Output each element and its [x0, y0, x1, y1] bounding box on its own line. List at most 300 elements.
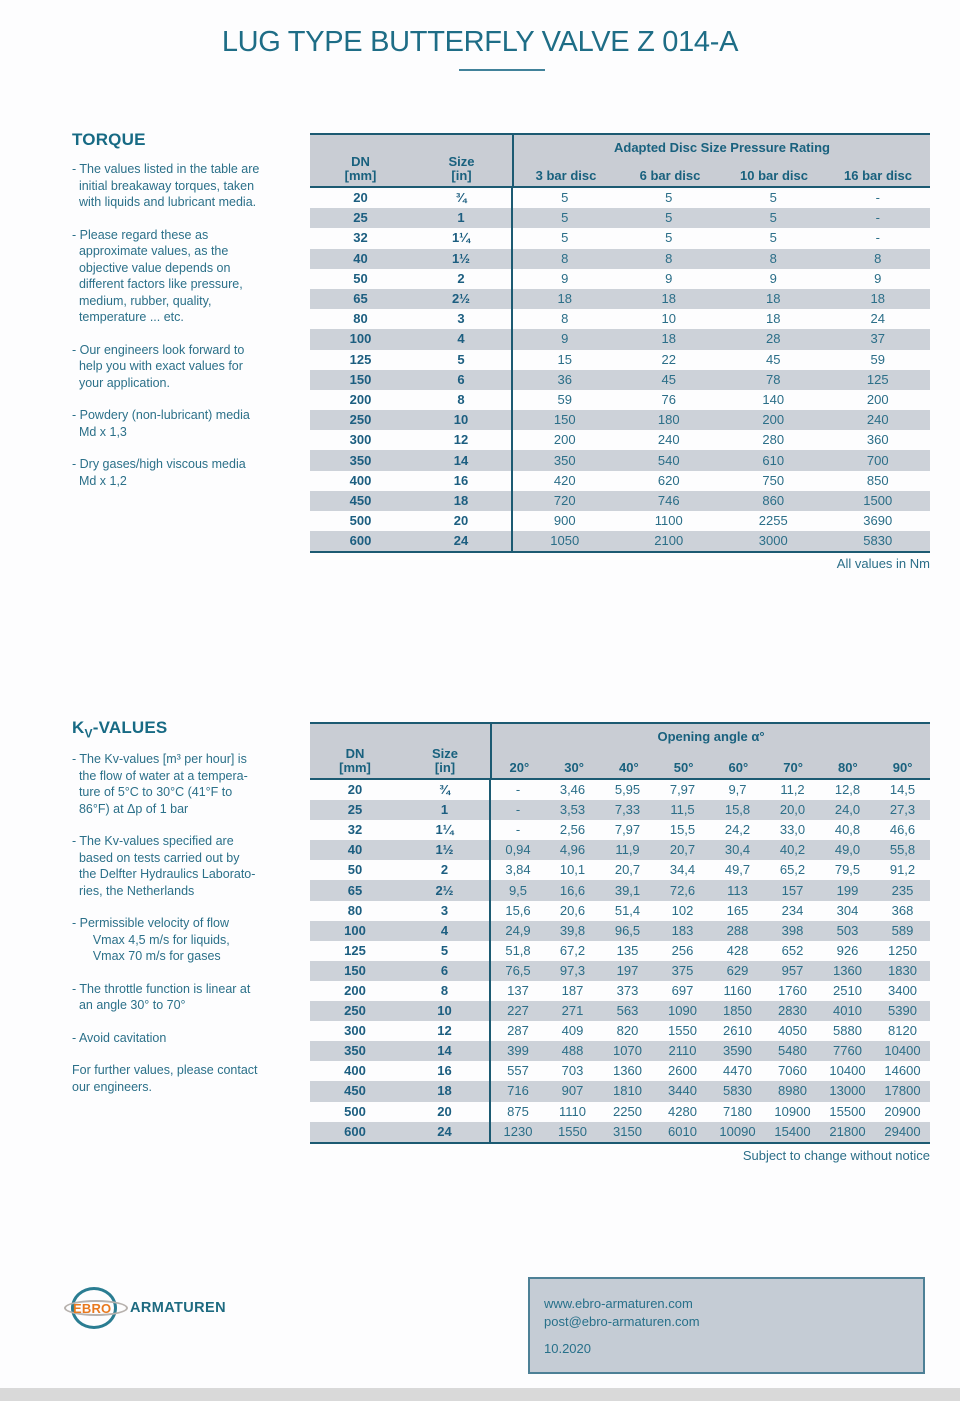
value-cell: 2610 — [723, 1023, 752, 1039]
row-header-cell: 450 — [349, 492, 372, 508]
value-cell: 3440 — [668, 1083, 697, 1099]
value-cell: 1090 — [668, 1003, 697, 1019]
value-cell: 15,8 — [724, 802, 751, 818]
column-header: 40° — [619, 760, 639, 775]
value-cell: 24,2 — [724, 822, 751, 838]
value-cell: 140 — [762, 391, 785, 407]
torque-sidebar — [72, 130, 324, 505]
note-line: - The Kv-values [m³ per hour] is — [72, 752, 247, 767]
page-title: LUG TYPE BUTTERFLY VALVE Z 014-A — [221, 26, 739, 58]
row-header-cell: 250 — [344, 1003, 366, 1019]
value-cell: 21800 — [829, 1123, 866, 1139]
value-cell: 9 — [769, 270, 777, 286]
column-header: 30° — [564, 760, 584, 775]
value-cell: 150 — [512, 410, 617, 430]
value-cell: 926 — [836, 942, 859, 958]
column-header: 80° — [838, 760, 858, 775]
note — [72, 342, 324, 392]
row-header-cell: ¾ — [439, 782, 450, 798]
note-line: - Avoid cavitation — [72, 1030, 167, 1045]
value-cell: 716 — [490, 1081, 545, 1101]
value-cell: 15400 — [774, 1123, 811, 1139]
value-cell: 39,8 — [559, 922, 586, 938]
row-header-cell: 3 — [457, 311, 465, 327]
table-row — [310, 350, 930, 370]
row-header-cell: 10 — [437, 1003, 452, 1019]
row-header-cell: 200 — [349, 391, 372, 407]
table-row — [310, 228, 930, 248]
note-line: an angle 30° to 70° — [72, 998, 186, 1013]
row-header-cell: 2 — [457, 270, 465, 286]
value-cell: 10400 — [829, 1063, 866, 1079]
header-line: [in] — [434, 760, 456, 775]
table-group-section — [512, 135, 930, 186]
value-cell: - — [490, 820, 545, 840]
issue-date: 10.2020 — [544, 1341, 591, 1356]
value-cell: 5 — [512, 208, 617, 228]
value-cell: 18 — [661, 331, 676, 347]
value-cell: 45 — [661, 371, 676, 387]
row-header-cell: 1 — [440, 802, 449, 818]
value-cell: 2100 — [654, 533, 684, 549]
value-cell: 1550 — [668, 1023, 697, 1039]
value-cell: 200 — [866, 391, 889, 407]
kv-notes — [72, 751, 324, 1095]
value-cell: - — [490, 800, 545, 820]
value-cell: 200 — [762, 412, 785, 428]
value-cell: 1050 — [512, 531, 617, 552]
table-row — [310, 820, 930, 840]
row-header-cell: 600 — [344, 1123, 366, 1139]
value-cell: 1110 — [559, 1103, 586, 1119]
value-cell: 5 — [665, 190, 673, 206]
value-cell: 180 — [657, 412, 680, 428]
value-cell: 59 — [512, 390, 617, 410]
value-cell: 5 — [769, 190, 777, 206]
header-line: DN — [345, 746, 365, 761]
value-cell: 199 — [836, 882, 859, 898]
column-header — [400, 747, 490, 778]
table-row — [310, 188, 930, 208]
sub-headers — [492, 760, 930, 778]
table-row — [310, 491, 930, 511]
row-header-cell: 600 — [349, 533, 372, 549]
value-cell: 10 — [661, 311, 676, 327]
value-cell: 67,2 — [559, 942, 586, 958]
value-cell: 33,0 — [779, 822, 806, 838]
note-line: ture of 5°C to 30°C (41°F to — [72, 785, 233, 800]
row-header-cell: 1½ — [451, 250, 471, 266]
value-cell: 288 — [726, 922, 749, 938]
value-cell: 18 — [766, 291, 781, 307]
row-header-cell: 200 — [344, 982, 366, 998]
value-cell: 20,6 — [559, 902, 586, 918]
value-cell: 37 — [870, 331, 885, 347]
value-cell: 227 — [490, 1001, 545, 1021]
value-cell: 14600 — [884, 1063, 921, 1079]
value-cell: 76 — [661, 391, 676, 407]
note-line: with liquids and lubricant media. — [72, 195, 257, 209]
column-header: 50° — [673, 760, 694, 775]
data-table — [310, 780, 930, 1144]
value-cell: 0,94 — [490, 840, 545, 860]
value-cell: 1070 — [613, 1043, 642, 1059]
value-cell: 1160 — [723, 982, 752, 998]
value-cell: 22 — [661, 351, 676, 367]
note-line: - Our engineers look forward to — [72, 342, 245, 357]
title-underline — [459, 69, 545, 71]
value-cell: 8 — [512, 249, 617, 269]
value-cell: 165 — [726, 902, 749, 918]
row-header-cell: 350 — [349, 452, 372, 468]
value-cell: 7060 — [778, 1063, 807, 1079]
value-cell: 12,8 — [834, 782, 861, 798]
row-header-cell: 50 — [347, 862, 363, 878]
value-cell: 652 — [781, 942, 804, 958]
value-cell: 183 — [671, 922, 694, 938]
row-header-cell: 3 — [440, 902, 449, 918]
row-header-cell: 300 — [349, 432, 372, 448]
brand-text: ARMATUREN — [130, 1300, 226, 1316]
value-cell: 350 — [512, 450, 617, 470]
page-edge-band — [0, 1388, 960, 1401]
value-cell: 1250 — [888, 942, 917, 958]
row-header-cell: 6 — [457, 371, 465, 387]
value-cell: 720 — [512, 491, 617, 511]
table-row — [310, 840, 930, 860]
value-cell: 14,5 — [889, 782, 916, 798]
value-cell: 5 — [665, 230, 673, 246]
value-cell: 503 — [836, 922, 859, 938]
table-row — [310, 1122, 930, 1143]
table-row — [310, 880, 930, 900]
note-line: your application. — [72, 375, 170, 390]
value-cell: 8120 — [888, 1023, 917, 1039]
table-row — [310, 981, 930, 1001]
row-header-cell: 250 — [349, 412, 372, 428]
table-group-section — [490, 724, 930, 778]
value-cell: 137 — [490, 981, 545, 1001]
table-header — [310, 133, 930, 188]
kv-heading-prefix: K — [72, 718, 85, 737]
value-cell: 20,7 — [614, 862, 641, 878]
value-cell: 49,0 — [834, 842, 861, 858]
value-cell: 24,0 — [834, 802, 861, 818]
value-cell: 240 — [866, 412, 889, 428]
column-header: 60° — [728, 760, 749, 775]
value-cell: 488 — [561, 1043, 584, 1059]
note-line: - The throttle function is linear at — [72, 981, 251, 996]
header-line: Size — [448, 154, 475, 169]
table-row — [310, 1001, 930, 1021]
value-cell: 375 — [671, 962, 694, 978]
value-cell: 10400 — [884, 1043, 921, 1059]
value-cell: 2110 — [668, 1043, 697, 1059]
value-cell: 5390 — [888, 1003, 917, 1019]
value-cell: 15,5 — [669, 822, 696, 838]
value-cell: 2830 — [778, 1003, 807, 1019]
column-header: 6 bar disc — [639, 168, 701, 183]
table-row — [310, 471, 930, 491]
note-line: - Powdery (non-lubricant) media — [72, 408, 250, 422]
row-header-cell: ¾ — [455, 190, 467, 206]
value-cell: 46,6 — [889, 822, 916, 838]
value-cell: 96,5 — [614, 922, 641, 938]
value-cell: 18 — [766, 311, 781, 327]
note — [72, 981, 324, 1014]
value-cell: 5830 — [863, 533, 893, 549]
value-cell: 6010 — [668, 1123, 697, 1139]
table-row — [310, 800, 930, 820]
value-cell: 373 — [616, 982, 639, 998]
note — [72, 227, 324, 326]
value-cell: 10,1 — [559, 862, 586, 878]
value-cell: 1100 — [654, 513, 683, 529]
value-cell: 1810 — [613, 1083, 642, 1099]
value-cell: 1830 — [888, 962, 917, 978]
column-header — [310, 747, 400, 778]
row-header-cell: 8 — [440, 982, 449, 998]
value-cell: 3590 — [723, 1043, 752, 1059]
value-cell: 49,7 — [724, 862, 751, 878]
value-cell: 36 — [512, 370, 617, 390]
torque-notes — [72, 161, 324, 489]
table-row — [310, 410, 930, 430]
value-cell: 907 — [561, 1083, 584, 1099]
value-cell: 1360 — [613, 1063, 642, 1079]
table-header — [310, 722, 930, 780]
value-cell: 697 — [671, 982, 694, 998]
value-cell: 34,4 — [669, 862, 696, 878]
value-cell: 9 — [874, 270, 882, 286]
row-header-cell: 5 — [440, 942, 449, 958]
note-line: Vmax 4,5 m/s for liquids, — [72, 932, 230, 947]
value-cell: - — [875, 230, 880, 246]
value-cell: 5 — [769, 210, 777, 226]
row-header-cell: 6 — [440, 962, 449, 978]
row-header-cell: 50 — [353, 270, 368, 286]
row-header-cell: 300 — [344, 1023, 366, 1039]
row-header-cell: 4 — [440, 922, 449, 938]
value-cell: 360 — [866, 432, 889, 448]
row-header-cell: 1½ — [435, 842, 454, 858]
value-cell: 957 — [781, 962, 804, 978]
column-header: 70° — [783, 760, 803, 775]
note-line: - Dry gases/high viscous media — [72, 457, 246, 471]
value-cell: 10090 — [719, 1123, 756, 1139]
value-cell: 409 — [561, 1023, 584, 1039]
value-cell: 9,5 — [490, 880, 545, 900]
row-header-cell: 1 — [457, 210, 465, 226]
value-cell: 3000 — [758, 533, 788, 549]
value-cell: 9 — [512, 329, 617, 349]
note-line: For further values, please contact — [72, 1063, 258, 1078]
column-header — [411, 155, 512, 186]
value-cell: 79,5 — [834, 862, 861, 878]
kv-table — [310, 722, 930, 1144]
value-cell: 4280 — [668, 1103, 697, 1119]
value-cell: 1850 — [723, 1003, 752, 1019]
column-header: 20° — [509, 760, 530, 775]
value-cell: 1760 — [778, 982, 807, 998]
value-cell: 2250 — [613, 1103, 642, 1119]
value-cell: 27,3 — [889, 802, 916, 818]
value-cell: 45 — [766, 351, 781, 367]
value-cell: 72,6 — [669, 882, 696, 898]
table-row — [310, 961, 930, 981]
value-cell: 15 — [512, 350, 617, 370]
value-cell: 5830 — [723, 1083, 752, 1099]
note — [72, 915, 324, 965]
row-header-cell: 65 — [347, 882, 363, 898]
table-row — [310, 1021, 930, 1041]
table-row — [310, 531, 930, 552]
email-text: post@ebro-armaturen.com — [544, 1313, 700, 1329]
value-cell: 5880 — [833, 1023, 862, 1039]
logo-ebro-text: EBRO — [73, 1301, 112, 1316]
row-header-cell: 25 — [347, 802, 363, 818]
value-cell: 4470 — [723, 1063, 752, 1079]
row-header-cell: 8 — [457, 391, 465, 407]
row-header-cell: 10 — [453, 412, 469, 428]
value-cell: 9 — [512, 269, 617, 289]
value-cell: 59 — [870, 351, 885, 367]
row-header-cell: 14 — [453, 452, 469, 468]
value-cell: 197 — [616, 962, 639, 978]
row-header-cell: 400 — [349, 472, 372, 488]
value-cell: 24 — [870, 311, 885, 327]
value-cell: 860 — [762, 492, 785, 508]
value-cell: - — [490, 780, 545, 800]
value-cell: 4,96 — [559, 842, 586, 858]
note-line: Md x 1,2 — [72, 473, 127, 488]
row-header-cell: 18 — [437, 1083, 452, 1099]
table-row — [310, 941, 930, 961]
value-cell: 746 — [657, 492, 680, 508]
value-cell: 8980 — [778, 1083, 807, 1099]
value-cell: 2,56 — [559, 822, 586, 838]
note-line: Md x 1,3 — [72, 424, 127, 439]
value-cell: 240 — [657, 432, 680, 448]
note-line: ries, the Netherlands — [72, 883, 195, 898]
value-cell: 20,0 — [779, 802, 806, 818]
value-cell: 8 — [874, 250, 882, 266]
row-header-cell: 24 — [437, 1123, 452, 1139]
value-cell: 3690 — [863, 513, 893, 529]
note-line: help you with exact values for — [72, 359, 243, 373]
row-header-cell: 125 — [349, 351, 372, 367]
value-cell: 51,4 — [614, 902, 641, 918]
row-header-cell: 500 — [349, 513, 372, 529]
table-row — [310, 269, 930, 289]
group-header-label: Opening angle α° — [657, 729, 765, 744]
value-cell: 703 — [561, 1063, 584, 1079]
value-cell: 30,4 — [724, 842, 751, 858]
value-cell: 125 — [866, 371, 889, 387]
value-cell: 7180 — [723, 1103, 752, 1119]
value-cell: 900 — [512, 511, 617, 531]
value-cell: 78 — [766, 371, 781, 387]
header-line: DN — [351, 154, 370, 169]
row-header-cell: 25 — [353, 210, 368, 226]
column-header: 16 bar disc — [844, 168, 912, 183]
value-cell: 11,9 — [615, 842, 640, 858]
row-header-cell: 18 — [453, 492, 469, 508]
row-header-cell: 2½ — [435, 882, 454, 898]
value-cell: 629 — [726, 962, 749, 978]
note-line: - The Kv-values specified are — [72, 834, 234, 849]
value-cell: 256 — [671, 942, 694, 958]
value-cell: 135 — [616, 942, 639, 958]
row-header-cell: 350 — [344, 1043, 366, 1059]
value-cell: 589 — [891, 922, 914, 938]
value-cell: 399 — [490, 1041, 545, 1061]
row-header-cell: 40 — [347, 842, 363, 858]
torque-footnote: All values in Nm — [836, 556, 930, 571]
value-cell: 113 — [727, 882, 748, 898]
value-cell: 7,97 — [614, 822, 641, 838]
row-header-cell: 1¼ — [451, 230, 471, 246]
header-line: [mm] — [344, 168, 377, 183]
value-cell: 540 — [657, 452, 680, 468]
value-cell: 3,53 — [559, 802, 586, 818]
table-row — [310, 249, 930, 269]
value-cell: 97,3 — [559, 962, 586, 978]
kv-heading-sub: V — [84, 726, 93, 741]
row-header-cell: 5 — [457, 351, 465, 367]
header-line: Size — [431, 746, 458, 761]
value-cell: 1360 — [833, 962, 862, 978]
value-cell: 420 — [512, 471, 617, 491]
section-heading-torque: TORQUE — [72, 130, 146, 149]
value-cell: 1500 — [863, 492, 893, 508]
value-cell: 11,5 — [670, 802, 695, 818]
row-header-cell: 150 — [349, 371, 372, 387]
value-cell: 8 — [769, 250, 777, 266]
value-cell: 15,6 — [490, 901, 545, 921]
row-header-cell: 4 — [457, 331, 465, 347]
row-header-cell: 40 — [353, 250, 368, 266]
value-cell: 7,33 — [614, 802, 641, 818]
value-cell: 428 — [726, 942, 749, 958]
row-header-cell: 100 — [349, 331, 372, 347]
table-row — [310, 289, 930, 309]
value-cell: 1230 — [490, 1122, 545, 1143]
value-cell: 3400 — [888, 982, 917, 998]
note — [72, 456, 324, 489]
table-row — [310, 511, 930, 531]
kv-heading-suffix: -VALUES — [92, 718, 168, 737]
value-cell: 620 — [657, 472, 680, 488]
value-cell: 2510 — [833, 982, 862, 998]
value-cell: 8 — [665, 250, 673, 266]
row-header-cell: 2½ — [451, 291, 471, 307]
value-cell: 3150 — [613, 1123, 642, 1139]
column-header: 10 bar disc — [740, 168, 808, 183]
row-header-cell: 80 — [353, 311, 368, 327]
value-cell: - — [875, 190, 880, 206]
value-cell: 850 — [866, 472, 889, 488]
value-cell: 368 — [891, 902, 914, 918]
value-cell: 20,7 — [669, 842, 696, 858]
value-cell: 4050 — [778, 1023, 807, 1039]
value-cell: 820 — [616, 1023, 639, 1039]
value-cell: 102 — [671, 902, 694, 918]
value-cell: 24,9 — [490, 921, 545, 941]
table-row — [310, 901, 930, 921]
value-cell: 3,84 — [490, 860, 545, 880]
value-cell: 7,97 — [669, 782, 696, 798]
